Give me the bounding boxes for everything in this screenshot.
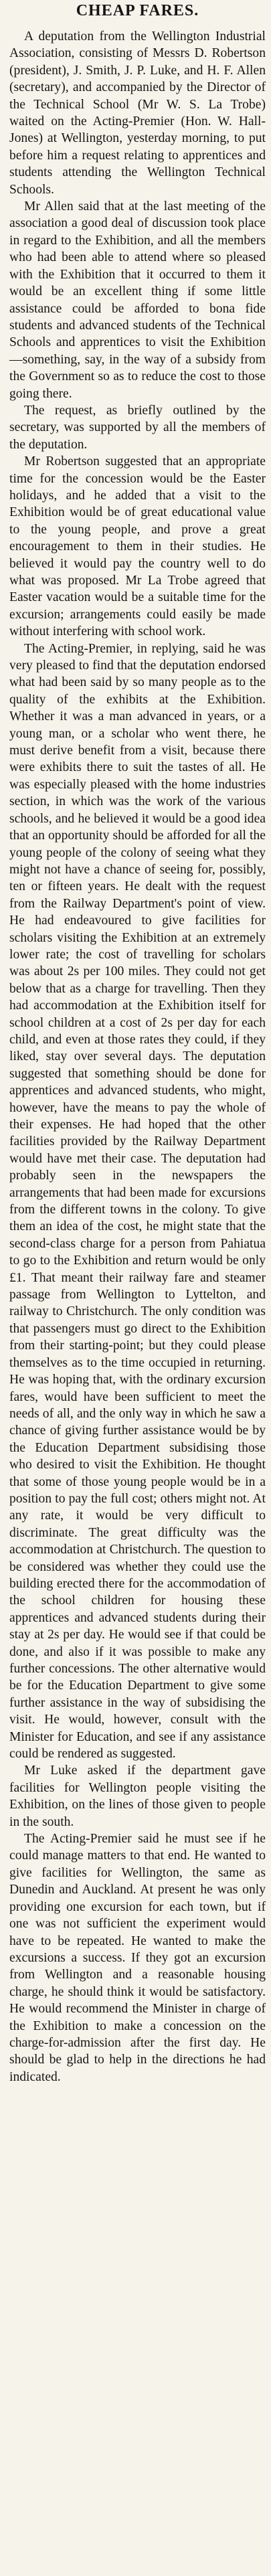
paragraph: The request, as briefly outlined by the secretary, was supported by all the members of the deputation. [9, 403, 266, 452]
paragraph: The Acting-Premier said he must see if he could manage matters to that end. He wanted to give facilities for Wellington, the same as Dunedin and Auckland. At present he was only providing one excursion for each town, but if one was not sufficient the experiment would have to be repeated. He wanted to make the excursions a success. If they got an excursion from Wellington and a reasonable housing charge, he should think it would be satisfactory. He would recommend the Minister in charge of the Exhibition to make a concession on the charge-for-admission after the first day. He should be glad to help in the directions he had indicated. [9, 1832, 266, 2084]
headline: CHEAP FARES. [76, 2, 199, 19]
paragraph: Mr Luke asked if the department gave facilities for Wellington people visiting the Exhibition, on the lines of those given to people in the south. [9, 1764, 266, 1829]
paragraph: A deputation from the Wellington Industrial Association, consisting of Messrs D. Robertson (president), J. Smith, J. P. Luke, and H. F. Allen (secretary), and accompanied by the Director of the Technical School (Mr W. S. La Trobe) waited on the Acting-Premier (Hon. W. Hall-Jones) at Wellington, yesterday morning, to put before him a request relating to apprentices and students attending the Wellington Technical Schools. [9, 29, 266, 197]
paragraph: Mr Allen said that at the last meeting of the association a good deal of discussion took place in regard to the Exhibition, and all the members who had been able to attend where so pleased with the Exhibition that it occurred to them it would be an excellent thing if some little assistance could be afforded to bona fide students and advanced students of the Technical Schools and apprentices to visit the Exhibition—something, say, in the way of a subsidy from the Government so as to reduce the cost to those going there. [9, 199, 266, 401]
paragraph: The Acting-Premier, in replying, said he was very pleased to find that the deputation endorsed what had been said by so many people as to the quality of the exhibits at the Exhibition. Whether it was a man advanced in years, or a young man, or a scholar who went there, he must derive benefit from a visit, because there were exhibits there to suit the tastes of all. He was especially pleased with the home industries section, in which was the work of the various schools, and he believed it would be a good idea that an opportunity should be afforded for all the young people of the colony of seeing what they might not have a chance of seeing for, possibly, ten or fifteen years. He dealt with the request from the Railway Department's point of view. He had endeavoured to give facilities for scholars visiting the Exhibition at an extremely lower rate; the cost of travelling for scholars was about 2s per 100 miles. They could not get below that as a charge for travelling. Then they had accommodation at the Exhibition itself for school children at a cost of 2s per day for each child, and even at those rates they could, if they liked, stay over several days. The deputation suggested that something should be done for apprentices and advanced students, who might, however, have the means to pay the whole of their expenses. He had hoped that the other facilities provided by the Railway Department would have met their case. The deputation had probably seen in the newspapers the arrangements that had been made for excursions from the different towns in the colony. To give them an idea of the cost, he might state that the second-class charge for a person from Pahiatua to go to the Exhibition and return would be only £1. That meant their railway fare and steamer passage from Wellington to Lyttelton, and railway to Christchurch. The only condition was that passengers must go direct to the Exhibition from their starting-point; but they could please themselves as to the time occupied in returning. He was hoping that, with the ordinary excursion fares, would have been sufficient to meet the needs of all, and the only way in which he saw a chance of giving further assistance would be by the Education Department subsidising those who desired to visit the Exhibition. He thought that some of those young people would be in a position to pay the full cost; others might not. At any rate, it would be very difficult to discriminate. The great difficulty was the accommodation at Christchurch. The question to be considered was whether they could use the building erected there for the accommodation of the school children for housing these apprentices and advanced students during their stay at 2s per day. He would see if that could be done, and also if it was possible to make any further concessions. The other alternative would be for the Education Department to give some further assistance in the way of subsidising the visit. He would, however, consult with the Minister for Education, and see if any assistance could be rendered as suggested. [9, 641, 266, 1762]
paragraph: Mr Robertson suggested that an appropriate time for the concession would be the Easter holidays, and he added that a visit to the Exhibition would be of great educational value to the young people, and prove a great encouragement to them in their studies. He believed it would pay the country well to do what was proposed. Mr La Trobe agreed that Easter vacation would be a suitable time for the excursion; arrangements could easily be made without interfering with school work. [9, 454, 266, 639]
